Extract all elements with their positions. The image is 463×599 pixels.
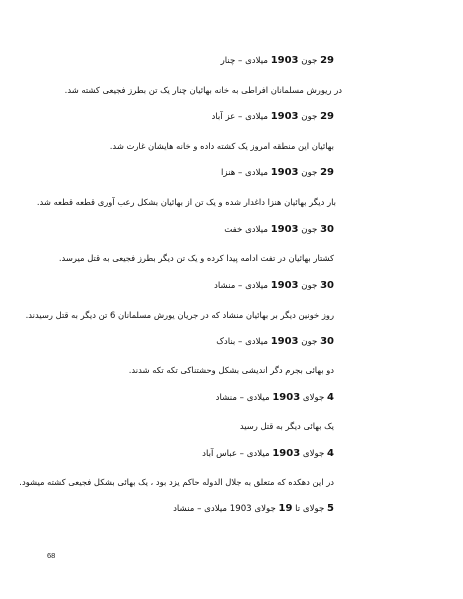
entry-heading: 30 جون 1903 میلادی – منشاد <box>214 280 334 291</box>
entry-heading: 5 جولای تا 19 جولای 1903 میلادی – منشاد <box>173 503 334 514</box>
entry-heading: 29 جون 1903 میلادی – عز آباد <box>211 111 334 122</box>
entry-body: بهائیان این منطقه امروز یک کشته داده و خانه هایشان غارت شد. <box>109 141 334 151</box>
entry-body: در این دهکده که متعلق به جلال الدوله حاکم یزد بود ، یک بهائی بشکل فجیعی کشته میشود. <box>19 477 334 487</box>
entry-heading: 29 جون 1903 میلادی – چنار <box>220 55 334 66</box>
entry-body: در ریورش مسلمانان افراطی به خانه بهائیان چنار یک تن بطرز فجیعی کشته شد. <box>64 85 342 95</box>
entry-heading: 4 جولای 1903 میلادی – منشاد <box>215 392 334 403</box>
entry-heading: 30 جون 1903 میلادی خفت <box>224 224 334 235</box>
entry-body: بار دیگر بهائیان هنزا داغدار شده و یک تن از بهائیان بشکل رعب آوری قطعه قطعه شد. <box>36 197 336 207</box>
entry-heading: 29 جون 1903 میلادی – هنزا <box>221 167 334 178</box>
entry-body: روز خونین دیگر بر بهائیان منشاد که در جریان یورش مسلمانان 6 تن دیگر به قتل رسیدند. <box>25 310 334 320</box>
entry-heading: 30 جون 1903 میلادی – بنادک <box>216 336 334 347</box>
entry-heading: 4 جولای 1903 میلادی – عباس آباد <box>202 448 334 459</box>
page-number: 68 <box>47 551 56 560</box>
entry-body: کشتار بهائیان در تفت ادامه پیدا کرده و یک تن دیگر بطرز فجیعی به قتل میرسد. <box>58 253 334 263</box>
entry-body: یک بهائی دیگر به قتل رسید <box>239 421 334 431</box>
entry-body: دو بهائی بجرم دگر اندیشی بشکل وحشتناکی تکه تکه شدند. <box>128 365 334 375</box>
